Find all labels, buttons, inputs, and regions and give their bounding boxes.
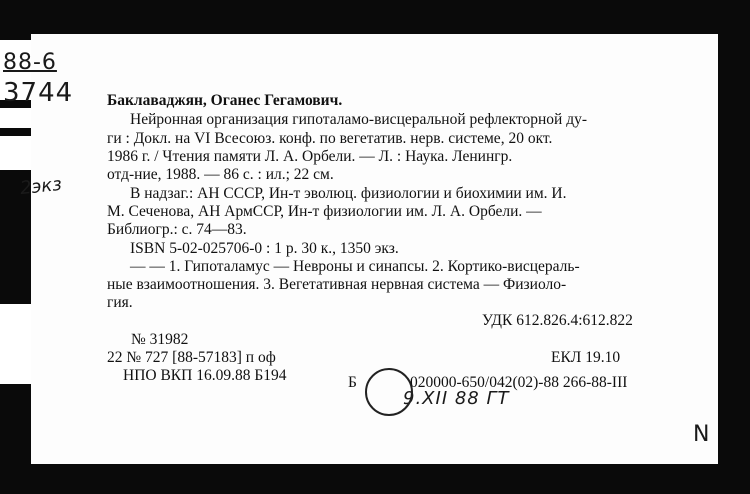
card-line: М. Сеченова, АН АрмССР, Ин-т физиологии им. Л. А. Орбели. — [107,203,542,220]
card-line: отд-ние, 1988. — 86 с. : ил.; 22 см. [107,166,334,183]
card-npo: НПО ВКП 16.09.88 Б194 [123,367,287,384]
card-line: В надзаг.: АН СССР, Ин-т эволюц. физиологии и биохимии им. И. [130,185,567,202]
card-author: Баклаваджян, Оганес Гегамович. [107,92,343,109]
card-number: № 31982 [131,331,189,348]
card-line: ные взаимоотношения. 3. Вегетативная нервная система — Физиоло- [107,276,567,293]
card-ekl: ЕКЛ 19.10 [551,349,621,366]
card-line: ги : Докл. на VI Всесоюз. конф. по вегетатив. нерв. системе, 20 окт. [107,130,553,147]
card-line: — — 1. Гипоталамус — Невроны и синапсы. 2. Кортико-висцераль- [130,258,580,275]
stamp-circle [365,368,413,416]
card-b-letter: Б [348,374,357,391]
card-line: Библиогр.: с. 74—83. [107,221,247,238]
card-line: 1986 г. / Чтения памяти Л. А. Орбели. — Л. : Наука. Ленингр. [107,148,513,165]
card-line: Нейронная организация гипоталамо-висцеральной рефлекторной ду- [130,111,588,128]
scan-border-top [0,0,750,34]
card-line: гия. [107,294,133,311]
card-isbn: ISBN 5-02-025706-0 : 1 р. 30 к., 1350 экз. [130,240,399,257]
corner-mark: N [693,422,710,447]
card-order: 22 № 727 [88-57183] п оф [107,349,276,366]
card-code: 020000-650/042(02)-88 266-88-III [410,374,628,391]
shelf-mark-bottom: 3744 [3,78,74,108]
card-udk: УДК 612.826.4:612.822 [482,312,633,329]
scan-border-right [718,0,750,494]
date-note: 9.XII 88 ГТ [403,388,510,409]
copies-note: 2экз [19,173,63,200]
scan-border-bottom [0,464,750,494]
shelf-mark-top: 88-6 [3,50,57,75]
